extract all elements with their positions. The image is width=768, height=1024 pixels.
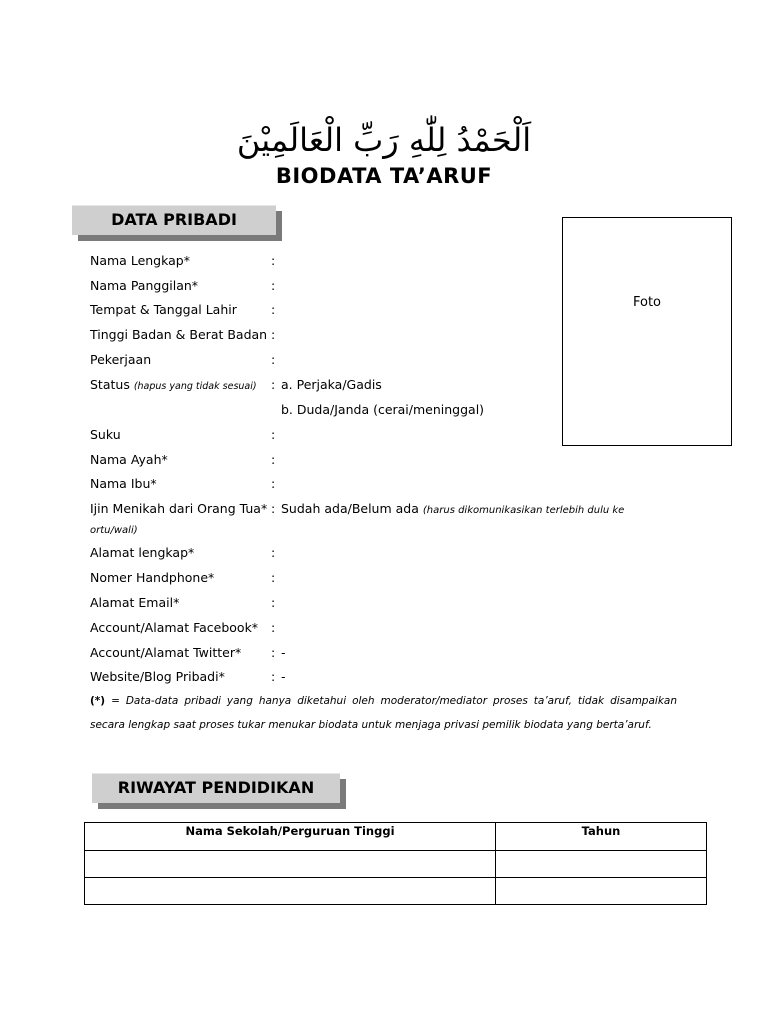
document-title: BIODATA TA’ARUF — [275, 164, 493, 188]
field-label: Tinggi Badan & Berat Badan — [90, 327, 268, 342]
field-colon: : — [271, 377, 276, 392]
field-label: Account/Alamat Twitter* — [90, 645, 242, 660]
field-value[interactable]: - — [281, 645, 286, 660]
table-header-row — [85, 823, 707, 851]
field-label: Alamat Email* — [90, 595, 180, 610]
photo-box — [562, 217, 732, 446]
table-cell-school[interactable] — [85, 851, 496, 878]
field-colon: : — [271, 253, 276, 268]
field-colon: : — [271, 545, 276, 560]
privacy-footnote — [90, 690, 677, 737]
field-colon: : — [271, 278, 276, 293]
education-table — [84, 822, 707, 905]
field-label: Nama Panggilan* — [90, 278, 199, 293]
photo-label: Foto — [632, 295, 662, 310]
field-label-note: (hapus yang tidak sesuai) — [133, 381, 257, 392]
field-label-text: Status — [90, 377, 130, 392]
table-row — [85, 851, 707, 878]
field-value-note: (harus dikomunikasikan terlebih dulu ke — [422, 505, 625, 516]
field-label: Nama Lengkap* — [90, 253, 190, 268]
field-colon: : — [271, 645, 276, 660]
column-header-school: Nama Sekolah/Perguruan Tinggi — [85, 823, 496, 851]
arabic-heading: اَلْحَمْدُ لِلّٰهِ رَبِّ الْعَالَمِيْنَ — [236, 121, 532, 159]
table-cell-year[interactable] — [496, 851, 707, 878]
field-colon: : — [271, 352, 276, 367]
field-label: Nama Ibu* — [90, 476, 157, 491]
column-header-year: Tahun — [496, 823, 707, 851]
footnote-marker: (*) — [90, 695, 106, 707]
field-colon: : — [271, 327, 276, 342]
field-colon: : — [271, 669, 276, 684]
table-cell-year[interactable] — [496, 878, 707, 905]
section-header-data-pribadi — [72, 205, 276, 235]
field-colon: : — [271, 570, 276, 585]
field-label: Suku — [90, 427, 121, 442]
section-header-label: RIWAYAT PENDIDIKAN — [117, 778, 315, 797]
field-colon: : — [271, 620, 276, 635]
table-cell-school[interactable] — [85, 878, 496, 905]
field-colon: : — [271, 452, 276, 467]
field-value[interactable]: a. Perjaka/Gadis — [281, 377, 382, 392]
section-header-label: DATA PRIBADI — [111, 210, 237, 229]
field-label — [90, 375, 257, 397]
field-value-note-continued: ortu/wali) — [90, 525, 138, 536]
field-value-text: Sudah ada/Belum ada — [281, 501, 419, 516]
field-value[interactable]: b. Duda/Janda (cerai/meninggal) — [281, 402, 485, 417]
field-label: Nama Ayah* — [90, 452, 168, 467]
table-row — [85, 878, 707, 905]
field-label: Tempat & Tanggal Lahir — [90, 302, 237, 317]
field-value[interactable]: - — [281, 669, 286, 684]
field-colon: : — [271, 476, 276, 491]
field-colon: : — [271, 595, 276, 610]
field-label: Account/Alamat Facebook* — [90, 620, 259, 635]
field-value[interactable] — [281, 499, 624, 521]
field-colon: : — [271, 501, 276, 516]
field-colon: : — [271, 302, 276, 317]
section-header-riwayat-pendidikan — [92, 773, 340, 803]
field-label: Alamat lengkap* — [90, 545, 195, 560]
field-colon: : — [271, 427, 276, 442]
footnote-text: = Data-data pribadi yang hanya diketahui oleh moderator/mediator proses ta’aruf, tidak disampaikan secara lengkap saat proses tukar menukar biodata untuk menjaga privasi pemilik biodata yang berta’aruf. — [90, 695, 677, 731]
field-label: Nomer Handphone* — [90, 570, 215, 585]
field-label: Pekerjaan — [90, 352, 152, 367]
field-label: Ijin Menikah dari Orang Tua* — [90, 501, 268, 516]
field-label: Website/Blog Pribadi* — [90, 669, 225, 684]
